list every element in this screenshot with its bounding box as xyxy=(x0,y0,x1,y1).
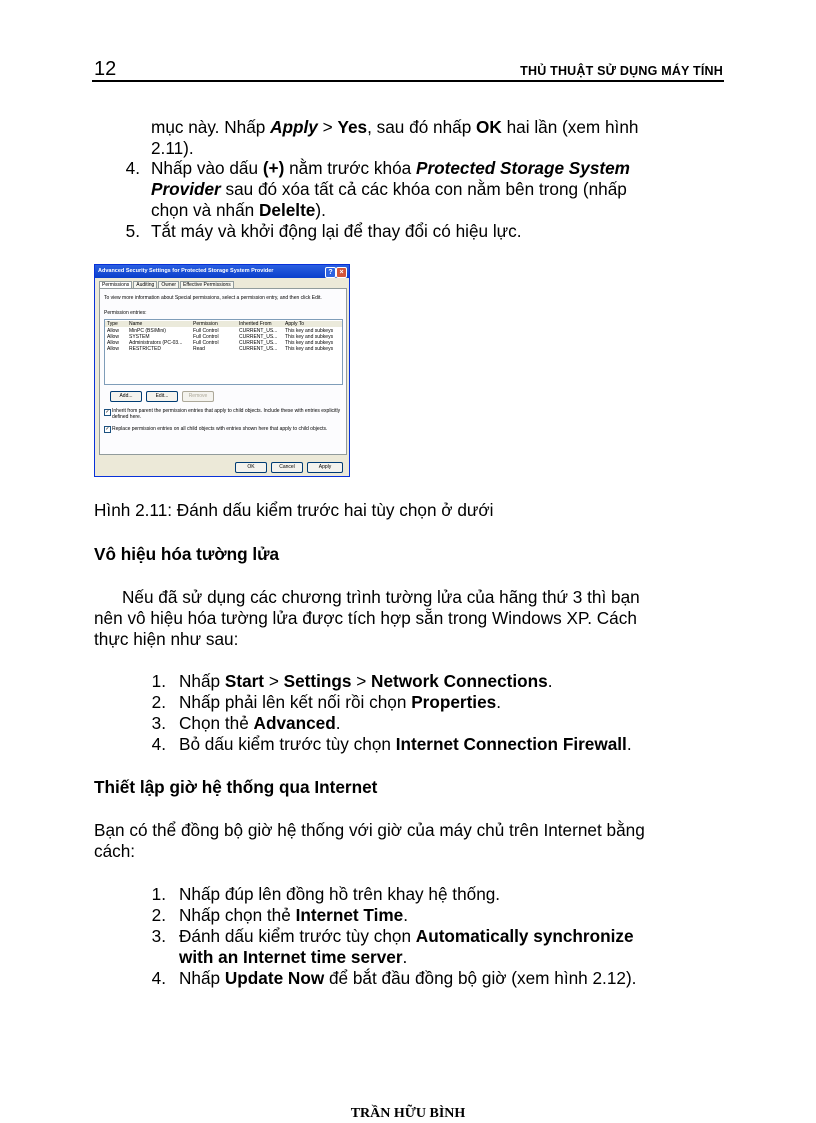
list-number: 5. xyxy=(125,221,140,241)
paragraph-line: cách: xyxy=(94,841,136,861)
list-item-4-line3: chọn và nhấn Delelte). xyxy=(151,200,326,220)
list-number: 1. xyxy=(151,671,166,691)
replace-label: Replace permission entries on all child objects with entries shown here that apply to child objects. xyxy=(112,426,328,432)
cancel-button[interactable]: Cancel xyxy=(271,462,303,473)
list-item: Nhấp đúp lên đồng hồ trên khay hệ thống. xyxy=(179,884,501,904)
list-item: Nhấp Update Now để bắt đầu đồng bộ giờ (xem hình 2.12). xyxy=(179,968,637,988)
inherit-label-line1: Inherit from parent the permission entries that apply to child objects. Include these with entries explicitly xyxy=(112,408,341,414)
running-header-title: THỦ THUẬT SỬ DỤNG MÁY TÍNH xyxy=(520,64,723,78)
list-number: 3. xyxy=(151,713,166,733)
inherit-label-line2: defined here. xyxy=(112,414,142,420)
ok-button[interactable]: OK xyxy=(235,462,267,473)
list-number: 4. xyxy=(125,158,140,178)
tab-auditing[interactable]: Auditing xyxy=(133,281,157,289)
paragraph-line: thực hiện như sau: xyxy=(94,629,239,649)
intro-continuation-line2: 2.11). xyxy=(151,138,194,158)
replace-checkbox[interactable]: ✓ xyxy=(105,426,110,432)
list-number: 2. xyxy=(151,905,166,925)
dialog-title: Advanced Security Settings for Protected Storage System Provider xyxy=(98,268,274,274)
list-item-continuation: with an Internet time server. xyxy=(179,947,408,967)
list-item-4-line1: Nhấp vào dấu (+) nằm trước khóa Protected Storage System xyxy=(151,158,630,178)
list-item: Đánh dấu kiểm trước tùy chọn Automatically synchronize xyxy=(179,926,634,946)
table-row[interactable]: Allow RESTRICTED Read CURRENT_US... This key and subkeys xyxy=(107,346,334,352)
permission-entries-list[interactable] xyxy=(104,319,343,385)
list-number: 1. xyxy=(151,884,166,904)
section-heading: Vô hiệu hóa tường lửa xyxy=(94,544,280,564)
help-icon[interactable]: ? xyxy=(325,267,336,278)
paragraph-line: Bạn có thể đồng bộ giờ hệ thống với giờ của máy chủ trên Internet bằng xyxy=(94,820,645,840)
list-item: Nhấp phải lên kết nối rồi chọn Properties. xyxy=(179,692,501,712)
column-header[interactable]: Apply To xyxy=(285,321,305,327)
paragraph-line: Nếu đã sử dụng các chương trình tường lửa của hãng thứ 3 thì bạn xyxy=(122,587,640,607)
figure-security-dialog xyxy=(94,264,350,477)
permissions-pane xyxy=(99,288,347,455)
tab-owner[interactable]: Owner xyxy=(158,281,179,289)
permission-entries-label: Permission entries: xyxy=(104,310,147,316)
list-number: 2. xyxy=(151,692,166,712)
column-header[interactable]: Inherited From xyxy=(239,321,272,327)
list-item: Chọn thẻ Advanced. xyxy=(179,713,341,733)
intro-continuation-line1: mục này. Nhấp Apply > Yes, sau đó nhấp OK hai lần (xem hình xyxy=(151,117,639,137)
table-row[interactable]: Allow SYSTEM Full Control CURRENT_US... This key and subkeys xyxy=(107,334,334,340)
section-heading: Thiết lập giờ hệ thống qua Internet xyxy=(94,777,378,797)
page-footer-author: TRẦN HỮU BÌNH xyxy=(350,1106,466,1121)
list-number: 4. xyxy=(151,968,166,988)
list-item: Nhấp Start > Settings > Network Connections. xyxy=(179,671,553,691)
page-number: 12 xyxy=(94,58,117,80)
dialog-title-bar xyxy=(95,265,349,278)
inherit-checkbox[interactable]: ✓ xyxy=(105,409,110,415)
dialog-info-text: To view more information about Special permissions, select a permission entry, and then click Edit. xyxy=(104,295,322,301)
column-header[interactable]: Name xyxy=(129,321,143,327)
list-item: Bỏ dấu kiểm trước tùy chọn Internet Connection Firewall. xyxy=(179,734,632,754)
apply-button[interactable]: Apply xyxy=(307,462,343,473)
list-item: Nhấp chọn thẻ Internet Time. xyxy=(179,905,408,925)
paragraph-line: nên vô hiệu hóa tường lửa được tích hợp sẵn trong Windows XP. Cách xyxy=(94,608,637,628)
list-item-4-line2: Provider sau đó xóa tất cả các khóa con nằm bên trong (nhấp xyxy=(151,179,627,199)
edit-button[interactable]: Edit... xyxy=(146,391,178,402)
list-number: 3. xyxy=(151,926,166,946)
column-header[interactable]: Type xyxy=(107,321,118,327)
table-row[interactable]: Allow MinPC (BS\Mini) Full Control CURRENT_US... This key and subkeys xyxy=(107,328,334,334)
list-number: 4. xyxy=(151,734,166,754)
list-header-row xyxy=(105,321,342,327)
tab-effective-permissions[interactable]: Effective Permissions xyxy=(180,281,234,289)
list-item-5: Tắt máy và khởi động lại để thay đổi có hiệu lực. xyxy=(151,221,522,241)
header-rule xyxy=(92,80,724,82)
remove-button[interactable]: Remove xyxy=(182,391,214,402)
table-row[interactable]: Allow Administrators (PC-03... Full Control CURRENT_US... This key and subkeys xyxy=(107,340,334,346)
add-button[interactable]: Add... xyxy=(110,391,142,402)
close-icon[interactable]: × xyxy=(336,267,347,278)
column-header[interactable]: Permission xyxy=(193,321,218,327)
figure-caption: Hình 2.11: Đánh dấu kiểm trước hai tùy chọn ở dưới xyxy=(94,500,494,520)
tab-permissions[interactable]: Permissions xyxy=(99,281,132,289)
